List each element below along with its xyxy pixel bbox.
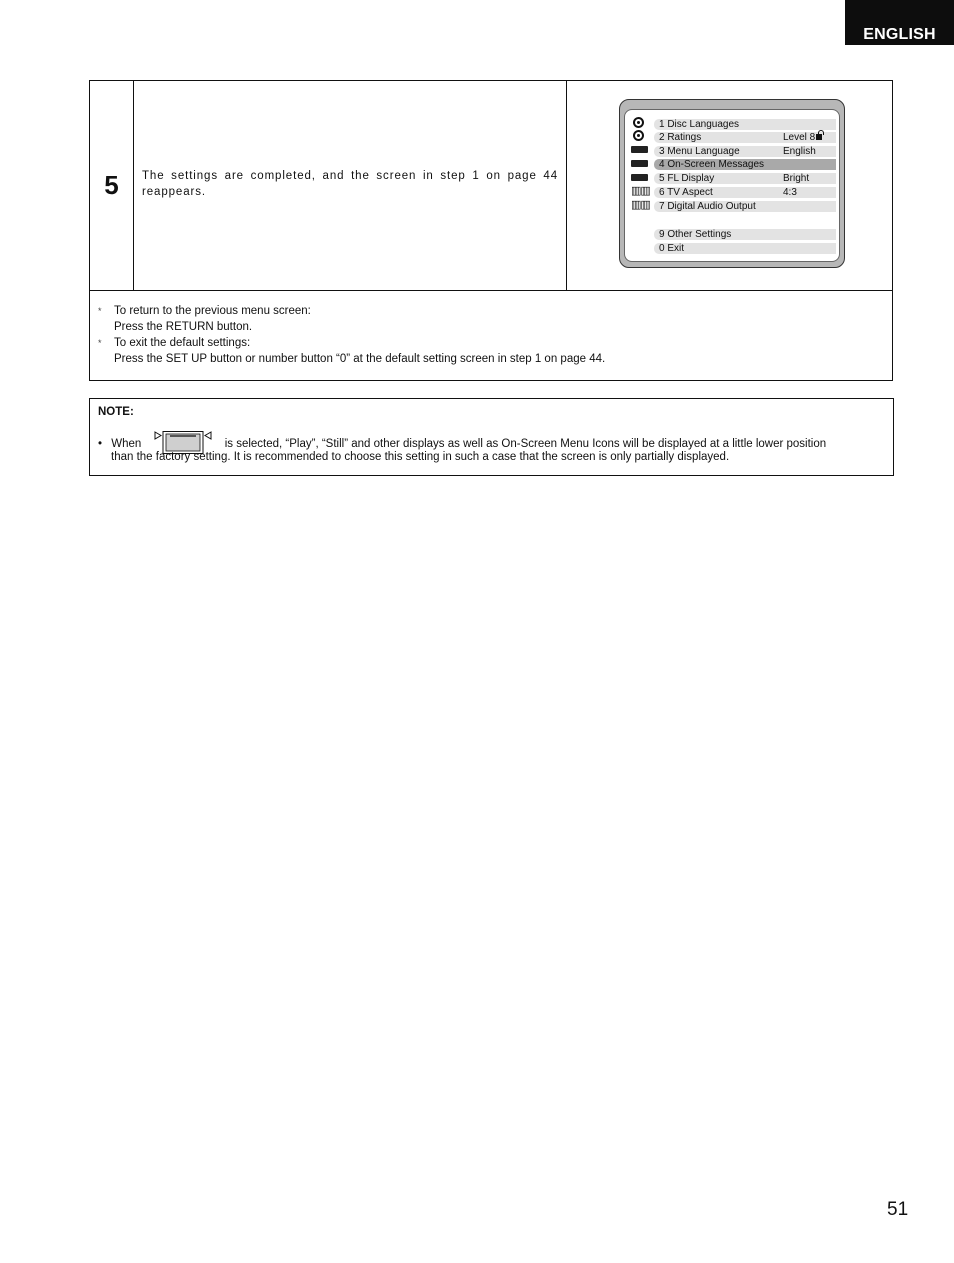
note-heading: To return to the previous menu screen: (114, 305, 311, 317)
speaker-icon: ▥▥ (631, 185, 650, 197)
menu-item-label: 2 Ratings (659, 132, 702, 143)
note-when: When (111, 438, 142, 450)
menu-item-label: 4 On-Screen Messages (659, 159, 765, 170)
menu-item-ratings[interactable] (654, 132, 836, 143)
disc-icon (631, 117, 647, 130)
tv-screen-inner (624, 109, 840, 262)
step-number: 5 (90, 81, 134, 290)
step-table (89, 80, 893, 381)
menu-item-fl-display[interactable] (654, 173, 836, 184)
menu-item-on-screen-messages[interactable] (654, 159, 836, 170)
note-heading: To exit the default settings: (114, 337, 251, 349)
menu-item-value: English (783, 146, 816, 157)
menu-item-label: 6 TV Aspect (659, 187, 713, 198)
menu-item-value: 4:3 (783, 187, 797, 198)
menu-item-exit[interactable] (654, 243, 836, 254)
note-title: NOTE: (98, 406, 134, 418)
language-tab: ENGLISH (845, 0, 954, 45)
menu-item-label: 1 Disc Languages (659, 119, 740, 130)
menu-item-label: 9 Other Settings (659, 229, 732, 240)
tv-screen (619, 99, 845, 268)
note-text-line: than the factory setting. It is recommended to choose this setting in such a case that the screen is only partially displayed. (111, 451, 730, 463)
menu-item-label: 5 FL Display (659, 173, 715, 184)
screen-illustration-cell (567, 81, 892, 290)
page-number: 51 (887, 1199, 909, 1220)
disc-icon (631, 130, 647, 143)
player-icon (631, 143, 647, 156)
menu-item-digital-audio-output[interactable] (654, 201, 836, 212)
note-item (98, 303, 892, 335)
menu-item-label: 3 Menu Language (659, 146, 740, 157)
menu-item-label: 0 Exit (659, 243, 685, 254)
note-box (89, 398, 894, 476)
menu-item-other-settings[interactable] (654, 229, 836, 240)
step-notes (90, 291, 892, 380)
note-instruction: Press the RETURN button. (114, 321, 253, 333)
note-item (98, 335, 892, 367)
note-instruction: Press the SET UP button or number button “0” at the default setting screen in step 1 on page 44. (114, 353, 606, 365)
menu-item-disc-languages[interactable] (654, 119, 836, 130)
menu-item-menu-language[interactable] (654, 146, 836, 157)
lock-icon (816, 134, 822, 140)
asterisk-mark: * (98, 306, 102, 316)
asterisk-mark: * (98, 338, 102, 348)
speaker-icon: ▥▥ (631, 199, 650, 211)
menu-item-value: Level 8 (783, 132, 822, 143)
step-description: The settings are completed, and the screen in step 1 on page 44 reappears. (134, 81, 567, 290)
menu-item-label: 7 Digital Audio Output (659, 201, 756, 212)
bullet: • (98, 438, 103, 450)
note-text: is selected, “Play”, “Still” and other displays as well as On-Screen Menu Icons will be displayed at a little lower position (224, 438, 827, 450)
player-icon (631, 157, 647, 170)
player-icon (631, 171, 647, 184)
menu-item-value: Bright (783, 173, 810, 184)
menu-item-tv-aspect[interactable] (654, 187, 836, 198)
